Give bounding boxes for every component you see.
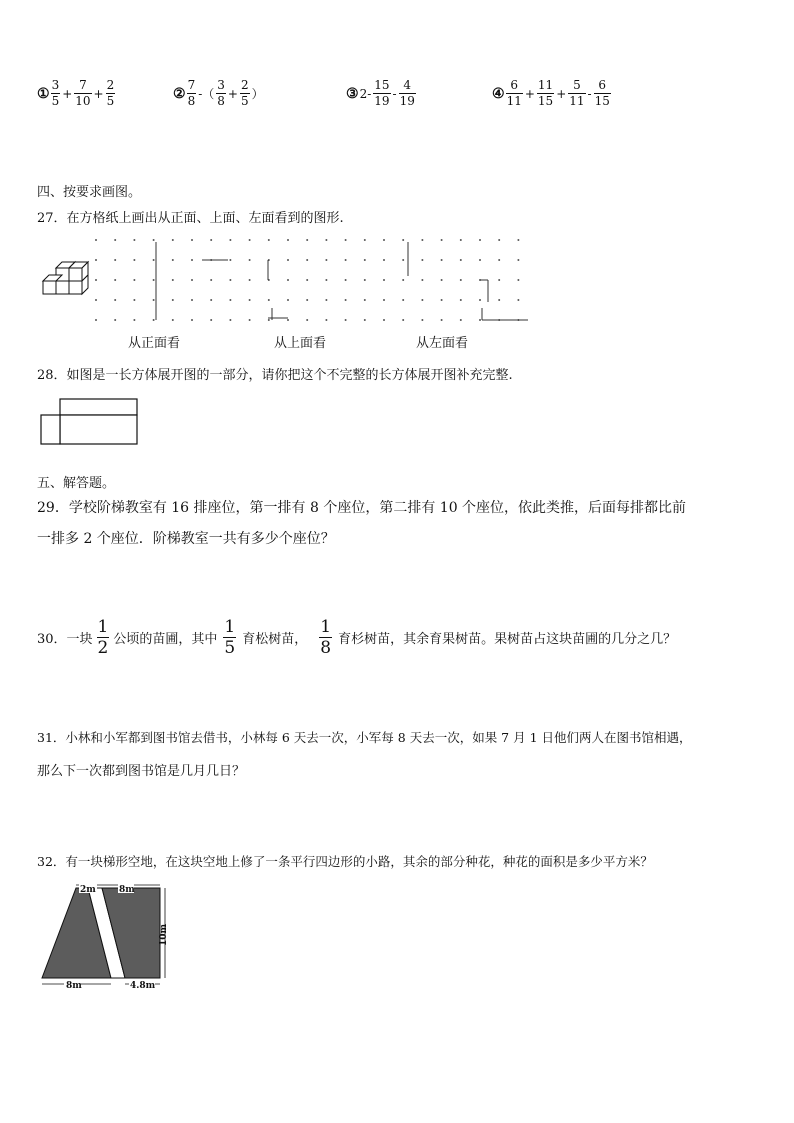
section-4-heading: 四、按要求画图。 xyxy=(37,185,142,200)
grid-dot xyxy=(479,259,481,261)
grid-dot xyxy=(172,259,174,261)
q29-line-1: 29．学校阶梯教室有 16 排座位，第一排有 8 个座位，第二排有 10 个座位，依此类推，后面每排都比前 xyxy=(37,500,687,516)
grid-dot xyxy=(364,299,366,301)
grid-dot xyxy=(153,319,155,321)
operator: + xyxy=(227,86,238,101)
grid-dot xyxy=(441,299,443,301)
grid-dot xyxy=(268,239,270,241)
grid-dot xyxy=(383,319,385,321)
grid-dot xyxy=(345,299,347,301)
grid-dot xyxy=(153,239,155,241)
caption-left-view: 从左面看 xyxy=(416,336,469,351)
expression-1 xyxy=(37,78,116,109)
fraction: $\frac{2}{5}$ xyxy=(240,78,249,108)
grid-dot xyxy=(383,279,385,281)
grid-dot xyxy=(460,259,462,261)
fraction: $\frac{11}{15}$ xyxy=(537,78,554,108)
section-5-heading: 五、解答题。 xyxy=(37,476,116,491)
grid-dot xyxy=(287,319,289,321)
grid-dot xyxy=(460,299,462,301)
close-paren: ） xyxy=(251,87,264,101)
grid-dot xyxy=(95,299,97,301)
grid-dot xyxy=(95,239,97,241)
grid-dot xyxy=(498,239,500,241)
label-height: 10m xyxy=(159,923,169,946)
q31-line-2: 那么下一次都到图书馆是几月几日？ xyxy=(37,764,246,779)
grid-dot xyxy=(345,259,347,261)
grid-dot xyxy=(287,239,289,241)
grid-dot xyxy=(268,319,270,321)
grid-dot xyxy=(383,259,385,261)
grid-dot xyxy=(306,299,308,301)
grid-dot xyxy=(133,279,135,281)
grid-dot xyxy=(249,259,251,261)
q30-mid-1: 公顷的苗圃，其中 xyxy=(113,632,218,647)
grid-dot xyxy=(210,299,212,301)
fraction: $\frac{6}{15}$ xyxy=(594,78,610,108)
grid-dot xyxy=(345,279,347,281)
expression-4 xyxy=(492,78,612,109)
label-top-right: 8m xyxy=(119,885,135,895)
grid-dot xyxy=(133,259,135,261)
grid-dot xyxy=(268,299,270,301)
grid-dot xyxy=(172,319,174,321)
fraction: $\frac{2}{5}$ xyxy=(106,78,115,108)
grid-dot xyxy=(191,319,193,321)
grid-dot xyxy=(498,299,500,301)
grid-dot xyxy=(441,239,443,241)
grid-dot xyxy=(114,259,116,261)
grid-dot xyxy=(460,279,462,281)
grid-dot xyxy=(325,319,327,321)
grid-dot xyxy=(153,299,155,301)
grid-dot xyxy=(306,319,308,321)
grid-dot xyxy=(191,239,193,241)
grid-dot xyxy=(325,299,327,301)
grid-dot xyxy=(325,239,327,241)
fraction: $\frac{5}{11}$ xyxy=(569,78,585,108)
grid-dot xyxy=(421,259,423,261)
grid-dot xyxy=(498,259,500,261)
fraction: $\frac{15}{19}$ xyxy=(374,78,390,108)
caption-front-view: 从正面看 xyxy=(128,336,181,351)
fraction: $\frac{7}{10}$ xyxy=(75,78,91,108)
grid-dot xyxy=(517,279,519,281)
lead-term: 2- xyxy=(359,86,372,101)
caption-top-view: 从上面看 xyxy=(274,336,327,351)
operator: + xyxy=(524,86,535,101)
operator: -（ xyxy=(198,87,215,101)
grid-dot xyxy=(421,319,423,321)
grid-dot xyxy=(421,299,423,301)
operator: - xyxy=(587,86,592,101)
grid-dot xyxy=(191,299,193,301)
grid-dot xyxy=(287,279,289,281)
grid-dot xyxy=(114,299,116,301)
grid-dot xyxy=(364,319,366,321)
grid-dot xyxy=(172,299,174,301)
grid-dot xyxy=(364,239,366,241)
grid-dot xyxy=(191,259,193,261)
grid-dot xyxy=(345,319,347,321)
grid-dot xyxy=(153,259,155,261)
grid-dot xyxy=(364,279,366,281)
label-bottom-left: 8m xyxy=(66,981,82,991)
grid-dot xyxy=(287,259,289,261)
grid-dot xyxy=(210,279,212,281)
operator: + xyxy=(556,86,567,101)
operator: + xyxy=(62,86,73,101)
fraction: $\frac{4}{19}$ xyxy=(399,78,415,108)
grid-dot xyxy=(479,239,481,241)
grid-dot xyxy=(479,319,481,321)
grid-dot xyxy=(287,299,289,301)
grid-dot xyxy=(95,279,97,281)
grid-dot xyxy=(133,299,135,301)
expression-marker: ④ xyxy=(492,85,505,102)
grid-dot xyxy=(364,259,366,261)
grid-dot xyxy=(421,279,423,281)
fraction: $\frac{1}{8}$ xyxy=(320,617,332,658)
grid-dot xyxy=(210,319,212,321)
grid-dot xyxy=(498,279,500,281)
grid-dot xyxy=(325,279,327,281)
fraction: $\frac{1}{2}$ xyxy=(97,617,109,658)
grid-dot xyxy=(229,259,231,261)
fraction: $\frac{1}{5}$ xyxy=(224,617,236,658)
grid-dot xyxy=(460,319,462,321)
grid-dot xyxy=(249,239,251,241)
grid-dot xyxy=(402,279,404,281)
expression-marker: ③ xyxy=(346,85,359,102)
expression-marker: ② xyxy=(173,85,186,102)
grid-dot xyxy=(133,319,135,321)
grid-dot xyxy=(133,239,135,241)
grid-dot xyxy=(460,239,462,241)
grid-dot xyxy=(95,259,97,261)
grid-dot xyxy=(402,319,404,321)
fraction: $\frac{6}{11}$ xyxy=(506,78,522,108)
grid-dot xyxy=(249,299,251,301)
grid-dot xyxy=(345,239,347,241)
grid-dot xyxy=(229,239,231,241)
grid-dot xyxy=(114,319,116,321)
expression-3 xyxy=(346,78,417,109)
q30-mid-2: 育松树苗， xyxy=(242,632,308,647)
grid-dot xyxy=(383,239,385,241)
dot-grid xyxy=(90,232,530,327)
cuboid-net-figure xyxy=(38,396,140,448)
trapezoid-figure xyxy=(36,884,176,994)
grid-dot xyxy=(517,259,519,261)
q27-text: 27．在方格纸上画出从正面、上面、左面看到的图形. xyxy=(37,211,344,226)
operator: - xyxy=(392,86,397,101)
expression-2 xyxy=(173,78,265,109)
grid-dot xyxy=(249,319,251,321)
q30-prefix: 30．一块 xyxy=(37,632,93,647)
q32-text: 32．有一块梯形空地，在这块空地上修了一条平行四边形的小路，其余的部分种花，种花的面积是多少平方米？ xyxy=(37,854,653,869)
grid-dot xyxy=(95,319,97,321)
grid-dot xyxy=(421,239,423,241)
grid-dot xyxy=(191,279,193,281)
grid-dot xyxy=(325,259,327,261)
q29-line-2: 一排多 2 个座位．阶梯教室一共有多少个座位？ xyxy=(37,531,335,547)
grid-dot xyxy=(114,239,116,241)
grid-dot xyxy=(114,279,116,281)
grid-dot xyxy=(210,239,212,241)
fraction: $\frac{3}{5}$ xyxy=(51,78,60,108)
grid-dot xyxy=(229,279,231,281)
grid-dot xyxy=(153,279,155,281)
grid-dot xyxy=(229,319,231,321)
fraction: $\frac{7}{8}$ xyxy=(187,78,196,108)
fraction: $\frac{3}{8}$ xyxy=(217,78,225,108)
q28-text: 28．如图是一长方体展开图的一部分，请你把这个不完整的长方体展开图补充完整. xyxy=(37,368,513,383)
grid-dot xyxy=(229,299,231,301)
grid-dot xyxy=(306,239,308,241)
grid-dot xyxy=(306,259,308,261)
grid-dot xyxy=(402,299,404,301)
grid-dot xyxy=(517,239,519,241)
q31-line-1: 31．小林和小军都到图书馆去借书，小林每 6 天去一次，小军每 8 天去一次，如果 7 月 1 日他们两人在图书馆相遇， xyxy=(37,730,692,745)
label-path-width: 2m xyxy=(80,885,96,895)
grid-dot xyxy=(479,299,481,301)
q30-suffix: 育杉树苗，其余育果树苗。果树苗占这块苗圃的几分之几？ xyxy=(338,632,677,647)
grid-dot xyxy=(249,279,251,281)
expression-marker: ① xyxy=(37,85,50,102)
grid-dot xyxy=(441,279,443,281)
grid-dot xyxy=(402,259,404,261)
partial-drawing xyxy=(156,242,528,320)
grid-dot xyxy=(402,239,404,241)
q30-text xyxy=(37,617,676,658)
grid-dot xyxy=(172,239,174,241)
grid-dots xyxy=(95,239,519,321)
operator: + xyxy=(93,86,104,101)
grid-dot xyxy=(383,299,385,301)
grid-dot xyxy=(306,279,308,281)
grid-dot xyxy=(441,259,443,261)
grid-dot xyxy=(517,299,519,301)
grid-dot xyxy=(172,279,174,281)
grid-dot xyxy=(441,319,443,321)
cube-stack-figure xyxy=(40,258,92,300)
label-bottom-right: 4.8m xyxy=(130,981,156,991)
